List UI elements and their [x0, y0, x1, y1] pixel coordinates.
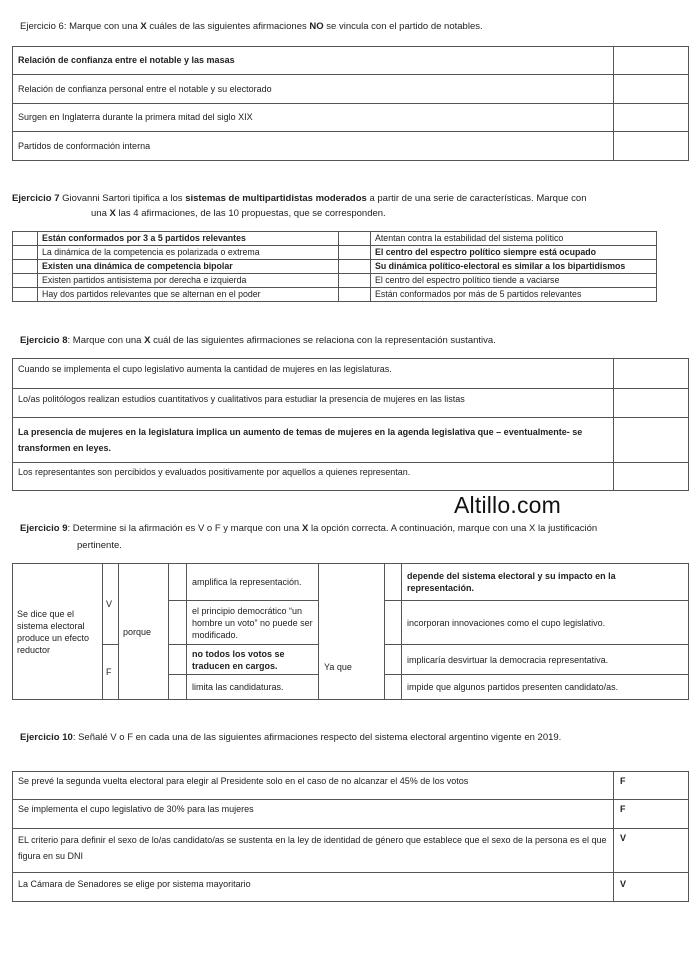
table-row — [13, 132, 689, 161]
table-row — [13, 772, 689, 800]
ej9-false-label: F — [103, 645, 119, 700]
ej9-stem: Se dice que el sistema electoral produce un efecto reductor — [13, 564, 103, 700]
ej7-right-3: Su dinámica político-electoral es similar a los bipartidismos — [371, 260, 657, 274]
ej7-right-4: El centro del espectro político tiende a vaciarse — [371, 274, 657, 288]
table-row — [13, 873, 689, 902]
ej9-mid-check-3[interactable] — [169, 645, 187, 675]
ej7-check-left-3[interactable] — [13, 260, 38, 274]
table-row — [13, 274, 657, 288]
ej7-check-left-5[interactable] — [13, 288, 38, 302]
ej6-statement-2: Relación de confianza personal entre el notable y su electorado — [13, 75, 614, 104]
ej6-statement-3: Surgen en Inglaterra durante la primera mitad del siglo XIX — [13, 104, 614, 132]
ej7-check-right-4[interactable] — [339, 274, 371, 288]
watermark-text: Altillo.com — [454, 492, 562, 518]
ej6-statement-4: Partidos de conformación interna — [13, 132, 614, 161]
ej7-left-3: Existen una dinámica de competencia bipolar — [38, 260, 339, 274]
ej8-table — [12, 358, 689, 491]
ej7-left-2: La dinámica de la competencia es polarizada o extrema — [38, 246, 339, 260]
ej7-right-2: El centro del espectro político siempre está ocupado — [371, 246, 657, 260]
ej6-answer-cell-4[interactable] — [614, 132, 689, 161]
ej7-check-left-4[interactable] — [13, 274, 38, 288]
table-row — [13, 75, 689, 104]
table-row — [13, 47, 689, 75]
ej8-answer-cell-3[interactable] — [614, 418, 689, 463]
ej7-right-1: Atentan contra la estabilidad del sistema político — [371, 232, 657, 246]
ej9-mid-option-2: el principio democrático “un hombre un voto” no puede ser modificado. — [187, 601, 319, 645]
ej7-left-4: Existen partidos antisistema por derecha e izquierda — [38, 274, 339, 288]
ej9-right-check-1[interactable] — [385, 564, 402, 601]
ej6-heading: Ejercicio 6: Marque con una X cuáles de las siguientes afirmaciones NO se vincula con el partido de notables. — [20, 21, 483, 32]
ej9-true-label: V — [103, 564, 119, 645]
ej9-right-check-2[interactable] — [385, 601, 402, 645]
ej10-statement-1: Se prevé la segunda vuelta electoral para elegir al Presidente solo en el caso de no alcanzar el 45% de los votos — [13, 772, 614, 800]
ej6-table — [12, 46, 689, 161]
table-row — [13, 232, 657, 246]
ej9-mid-check-4[interactable] — [169, 675, 187, 700]
table-row — [13, 564, 689, 601]
table-row — [13, 829, 689, 873]
ej7-heading: Ejercicio 7 Giovanni Sartori tipifica a los sistemas de multipartidistas moderados a partir de una serie de características. Marque con una X las 4 afirmaciones, de las 10 propuestas, que se corresponden. — [12, 193, 587, 219]
table-row — [13, 246, 657, 260]
ej7-check-left-1[interactable] — [13, 232, 38, 246]
ej8-answer-cell-1[interactable] — [614, 359, 689, 389]
ej6-answer-cell-2[interactable] — [614, 75, 689, 104]
ej10-answer-1[interactable]: F — [614, 772, 689, 800]
ej8-heading: Ejercicio 8: Marque con una X cuál de las siguientes afirmaciones se relaciona con la representación sustantiva. — [20, 335, 496, 346]
ej7-check-right-2[interactable] — [339, 246, 371, 260]
ej9-mid-option-3: no todos los votos se traducen en cargos. — [187, 645, 319, 675]
ej9-mid-option-1: amplifica la representación. — [187, 564, 319, 601]
ej10-statement-2: Se implementa el cupo legislativo de 30% para las mujeres — [13, 800, 614, 829]
ej10-statement-3: EL criterio para definir el sexo de lo/as candidato/as se sustenta en la ley de identidad de género que establece que el sexo de la persona es el que figura en su DNI — [13, 829, 614, 873]
table-row — [13, 800, 689, 829]
ej10-answer-3[interactable]: V — [614, 829, 689, 873]
ej9-mid-option-4: limita las candidaturas. — [187, 675, 319, 700]
ej9-ya-que-label: Ya que — [319, 564, 385, 700]
table-row — [13, 104, 689, 132]
ej9-right-option-4: impide que algunos partidos presenten candidato/as. — [402, 675, 689, 700]
ej9-porque-label: porque — [119, 564, 169, 700]
ej9-right-check-4[interactable] — [385, 675, 402, 700]
table-row — [13, 418, 689, 463]
ej7-left-1: Están conformados por 3 a 5 partidos relevantes — [38, 232, 339, 246]
ej9-right-option-1: depende del sistema electoral y su impacto en la representación. — [402, 564, 689, 601]
table-row — [13, 389, 689, 418]
ej9-mid-check-2[interactable] — [169, 601, 187, 645]
ej8-statement-4: Los representantes son percibidos y evaluados positivamente por aquellos a quienes representan. — [13, 463, 614, 491]
ej7-check-left-2[interactable] — [13, 246, 38, 260]
ej8-statement-1: Cuando se implementa el cupo legislativo aumenta la cantidad de mujeres en las legislaturas. — [13, 359, 614, 389]
ej7-table — [12, 231, 657, 302]
table-row — [13, 463, 689, 491]
ej8-statement-2: Lo/as politólogos realizan estudios cuantitativos y cualitativos para estudiar la presencia de mujeres en las listas — [13, 389, 614, 418]
table-row — [13, 260, 657, 274]
ej6-answer-cell-3[interactable] — [614, 104, 689, 132]
ej7-check-right-3[interactable] — [339, 260, 371, 274]
table-row — [13, 288, 657, 302]
ej9-right-check-3[interactable] — [385, 645, 402, 675]
ej10-statement-4: La Cámara de Senadores se elige por sistema mayoritario — [13, 873, 614, 902]
ej6-statement-1: Relación de confianza entre el notable y las masas — [13, 47, 614, 75]
ej10-answer-4[interactable]: V — [614, 873, 689, 902]
ej9-right-option-2: incorporan innovaciones como el cupo legislativo. — [402, 601, 689, 645]
ej7-check-right-1[interactable] — [339, 232, 371, 246]
ej8-answer-cell-4[interactable] — [614, 463, 689, 491]
ej9-right-option-3: implicaría desvirtuar la democracia representativa. — [402, 645, 689, 675]
ej7-check-right-5[interactable] — [339, 288, 371, 302]
table-row — [13, 359, 689, 389]
ej8-answer-cell-2[interactable] — [614, 389, 689, 418]
ej10-table — [12, 771, 689, 902]
ej7-right-5: Están conformados por más de 5 partidos relevantes — [371, 288, 657, 302]
ej7-left-5: Hay dos partidos relevantes que se alternan en el poder — [38, 288, 339, 302]
ej9-heading: Ejercicio 9: Determine si la afirmación es V o F y marque con una X la opción correcta. A continuación, marque con una X la justificación pertinente. — [20, 523, 598, 551]
ej9-mid-check-1[interactable] — [169, 564, 187, 601]
ej10-heading: Ejercicio 10: Señalé V o F en cada una de las siguientes afirmaciones respecto del sistema electoral argentino vigente en 2019. — [20, 732, 562, 743]
ej10-answer-2[interactable]: F — [614, 800, 689, 829]
ej6-answer-cell-1[interactable] — [614, 47, 689, 75]
ej8-statement-3: La presencia de mujeres en la legislatura implica un aumento de temas de mujeres en la agenda legislativa que – eventualmente- se transformen en leyes. — [13, 418, 614, 463]
ej9-table — [12, 563, 689, 700]
